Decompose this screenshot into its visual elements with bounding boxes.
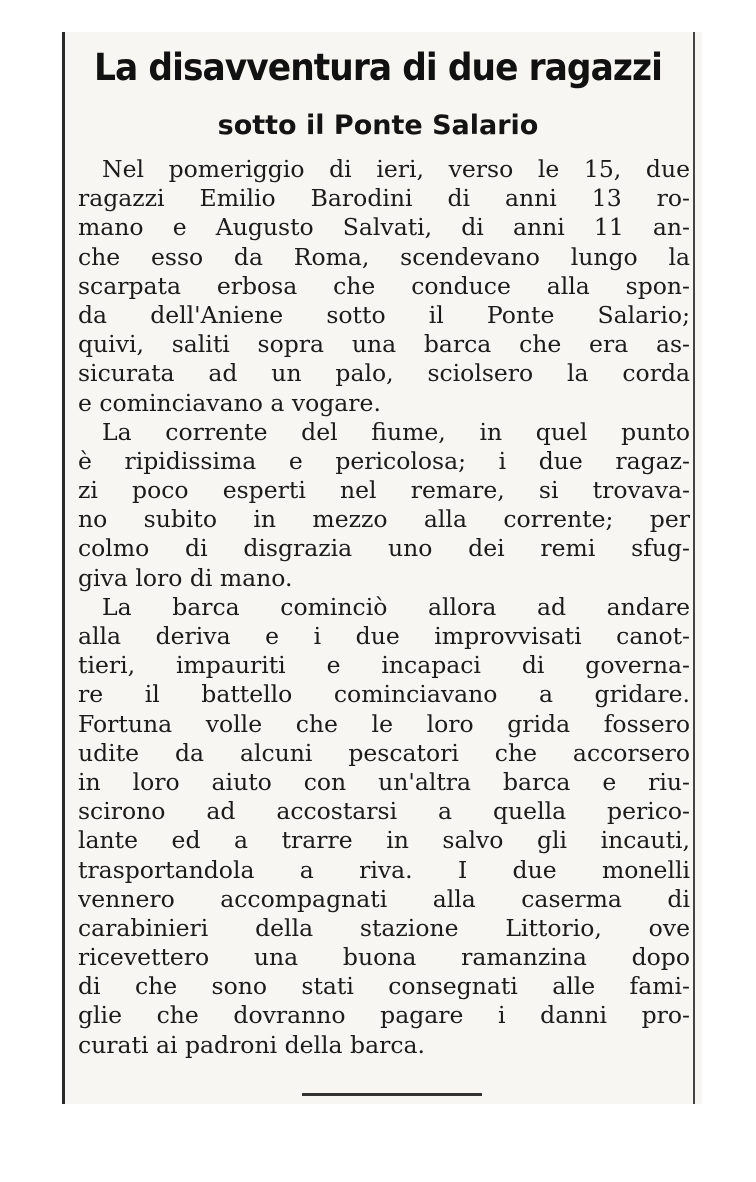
article-subheadline: sotto il Ponte Salario <box>217 110 539 141</box>
paragraph-2-line: è ripidissima e pericolosa; i due ragaz- <box>78 446 690 475</box>
paragraph-1-line: sicurata ad un palo, sciolsero la corda <box>78 359 690 388</box>
paragraph-3-line: ricevettero una buona ramanzina dopo <box>78 943 690 972</box>
article-end-rule <box>302 1093 482 1096</box>
paragraph-3-line: di che sono stati consegnati alle fami- <box>78 972 690 1001</box>
paragraph-1-line: e cominciavano a vogare. <box>78 388 381 417</box>
paragraph-3-line: curati ai padroni della barca. <box>78 1030 425 1059</box>
paragraph-3-line: La barca cominciò allora ad andare <box>102 592 690 621</box>
paragraph-3-line: in loro aiuto con un'altra barca e riu- <box>78 767 690 796</box>
paragraph-2-line: zi poco esperti nel remare, si trovava- <box>78 476 690 505</box>
paragraph-2-line: colmo di disgrazia uno dei remi sfug- <box>78 534 690 563</box>
paragraph-2-line: giva loro di mano. <box>78 563 293 592</box>
paragraph-1-line: ragazzi Emilio Barodini di anni 13 ro- <box>78 184 690 213</box>
paragraph-1-line: mano e Augusto Salvati, di anni 11 an- <box>78 213 690 242</box>
paragraph-3-line: tieri, impauriti e incapaci di governa- <box>78 651 690 680</box>
paragraph-3-line: vennero accompagnati alla caserma di <box>78 884 690 913</box>
paragraph-3-line: trasportandola a riva. I due monelli <box>78 855 690 884</box>
paragraph-3-line: alla deriva e i due improvvisati canot- <box>78 622 690 650</box>
paragraph-3-line: udite da alcuni pescatori che accorsero <box>78 738 690 767</box>
article-body <box>78 155 690 1060</box>
paragraph-1-line: Nel pomeriggio di ieri, verso le 15, due <box>102 155 690 183</box>
paragraph-1-line: che esso da Roma, scendevano lungo la <box>78 242 690 271</box>
paragraph-3-line: lante ed a trarre in salvo gli incauti, <box>78 826 690 855</box>
right-column-rule <box>693 32 695 1104</box>
paragraph-2-line: La corrente del fiume, in quel punto <box>102 417 690 446</box>
paragraph-1-line: quivi, saliti sopra una barca che era as- <box>78 330 690 359</box>
paragraph-1-line: scarpata erbosa che conduce alla spon- <box>78 271 690 300</box>
paragraph-3-line: scirono ad accostarsi a quella perico- <box>78 797 690 826</box>
paragraph-1-line: da dell'Aniene sotto il Ponte Salario; <box>78 300 690 329</box>
paragraph-2-line: no subito in mezzo alla corrente; per <box>78 505 690 534</box>
paragraph-3-line: Fortuna volle che le loro grida fossero <box>78 709 690 738</box>
paragraph-3-line: glie che dovranno pagare i danni pro- <box>78 1001 690 1030</box>
left-column-rule <box>62 32 65 1104</box>
paragraph-3-line: re il battello cominciavano a gridare. <box>78 680 690 709</box>
paragraph-3-line: carabinieri della stazione Littorio, ove <box>78 913 690 942</box>
article-headline: La disavventura di due ragazzi <box>94 46 662 89</box>
